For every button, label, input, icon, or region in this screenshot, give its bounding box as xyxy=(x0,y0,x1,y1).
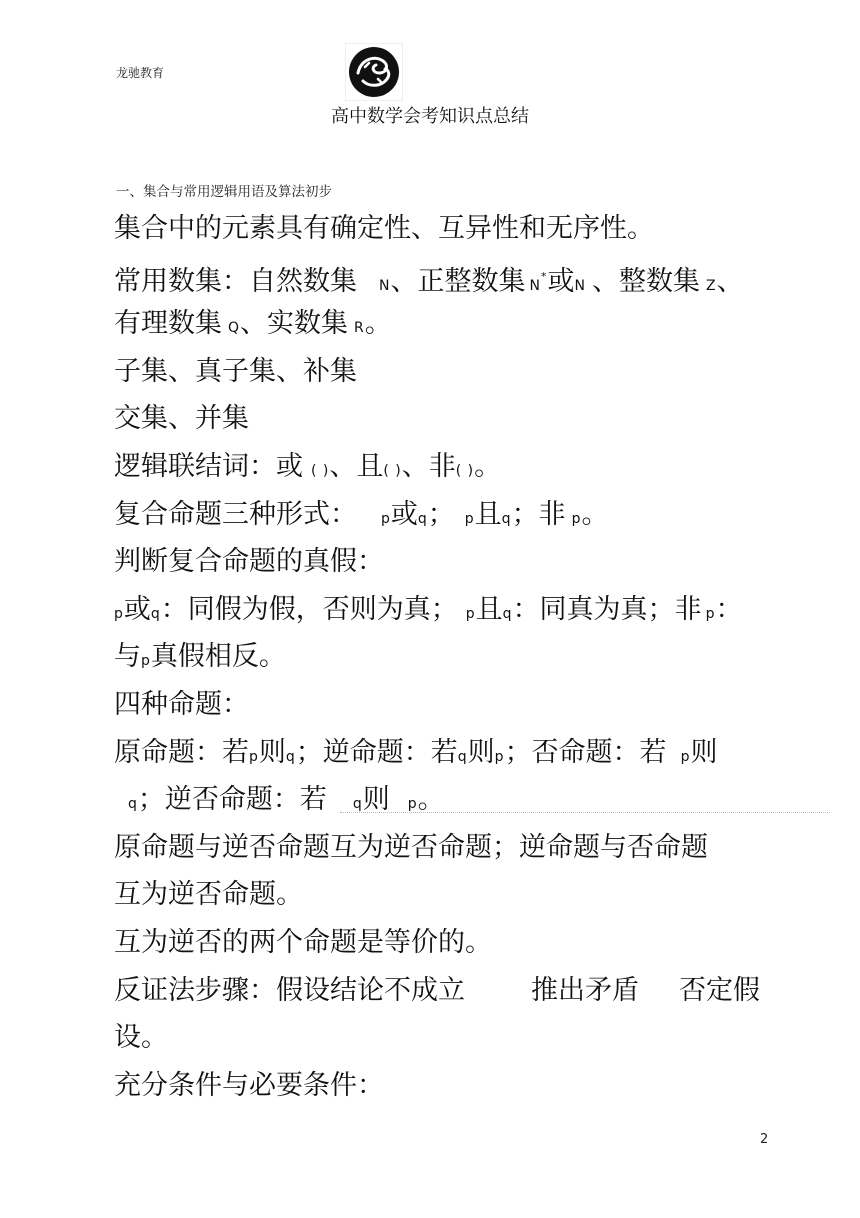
section-heading: 一、集合与常用逻辑用语及算法初步 xyxy=(116,184,332,200)
variable: p xyxy=(407,796,418,813)
parentheses: ( ) xyxy=(311,462,330,479)
text-run: ：同真为真；非 xyxy=(512,593,702,625)
variable: p xyxy=(680,748,691,765)
text-run: 则 xyxy=(690,736,718,768)
content-body xyxy=(114,205,834,1109)
text-line xyxy=(114,586,834,634)
text-run: ；逆否命题：若 xyxy=(137,784,327,816)
set-symbol: R xyxy=(354,320,365,337)
text-run: 、整数集 xyxy=(591,265,700,297)
variable: p xyxy=(465,605,476,622)
text-line: 四种命题： xyxy=(114,688,249,720)
text-run: 、正整数集 xyxy=(390,265,526,297)
variable: p xyxy=(464,510,475,527)
set-symbol: N xyxy=(529,277,541,294)
variable: p xyxy=(705,605,716,622)
variable: p xyxy=(571,510,582,527)
text-run: 且 xyxy=(474,498,502,530)
dragon-logo-icon xyxy=(345,43,403,101)
document-title: 高中数学会考知识点总结 xyxy=(331,106,529,127)
text-run: 且 xyxy=(475,593,503,625)
brand-name: 龙驰教育 xyxy=(116,66,165,80)
text-run: 、实数集 xyxy=(240,308,349,340)
text-line: 交集、并集 xyxy=(114,403,249,435)
text-run: 有理数集 xyxy=(114,308,222,340)
set-symbol: N xyxy=(574,277,586,294)
set-symbol: Z xyxy=(705,277,717,294)
text-line: 设。 xyxy=(114,1022,168,1054)
text-run: ： xyxy=(715,593,743,625)
text-run: ； xyxy=(427,498,455,530)
text-line: 充分条件与必要条件： xyxy=(114,1069,384,1101)
variable: q xyxy=(285,748,296,765)
text-run: 则 xyxy=(258,736,286,768)
text-run: 反证法步骤：假设结论不成立 xyxy=(114,974,465,1006)
text-line: 原命题与逆否命题互为逆否命题；逆命题与否命题 xyxy=(114,831,708,863)
parentheses: ( ) xyxy=(383,462,402,479)
text-run: 则 xyxy=(362,784,390,816)
variable: q xyxy=(128,796,138,813)
text-run: 或 xyxy=(123,593,151,625)
text-run: 逻辑联结词：或 xyxy=(114,450,303,482)
superscript: * xyxy=(540,269,548,283)
set-symbol: N xyxy=(379,277,391,294)
text-run: 、且 xyxy=(329,450,384,482)
text-run: 、非 xyxy=(401,450,456,482)
dotted-divider xyxy=(340,812,830,813)
text-line: 子集、真子集、补集 xyxy=(114,355,357,387)
text-line xyxy=(114,491,834,539)
text-run: 原命题：若 xyxy=(114,736,249,768)
text-run: 或 xyxy=(547,265,575,297)
variable: q xyxy=(457,748,468,765)
text-run: 或 xyxy=(390,498,418,530)
text-run: 。 xyxy=(474,450,502,482)
text-line xyxy=(114,776,834,824)
text-line: 集合中的元素具有确定性、互异性和无序性。 xyxy=(114,213,654,244)
text-line: 互为逆否命题。 xyxy=(114,879,303,911)
text-run: ；否命题：若 xyxy=(504,736,667,768)
text-line xyxy=(114,967,834,1015)
variable: p xyxy=(249,748,259,765)
text-line xyxy=(114,253,834,301)
parentheses: ( ) xyxy=(455,462,475,479)
page-number: 2 xyxy=(760,1132,769,1147)
variable: q xyxy=(417,510,428,527)
variable: q xyxy=(352,796,363,813)
text-run: 否定假 xyxy=(679,974,760,1006)
text-line: 互为逆否的两个命题是等价的。 xyxy=(114,926,492,958)
variable: q xyxy=(150,605,161,622)
text-run: 则 xyxy=(467,736,495,768)
text-line: 判断复合命题的真假： xyxy=(114,546,384,578)
variable: p xyxy=(114,605,124,622)
text-run: 真假相反。 xyxy=(150,641,286,673)
variable: q xyxy=(502,605,513,622)
variable: q xyxy=(501,510,512,527)
variable: p xyxy=(141,653,151,670)
text-run: 常用数集：自然数集 xyxy=(114,265,357,297)
variable: p xyxy=(494,748,505,765)
text-run: ；逆命题：若 xyxy=(295,736,458,768)
text-run: 推出矛盾 xyxy=(531,974,639,1006)
set-symbol: Q xyxy=(228,320,241,337)
text-line xyxy=(114,300,834,348)
text-run: 与 xyxy=(114,641,141,673)
text-run: 复合命题三种形式： xyxy=(114,498,357,530)
text-run: ；非 xyxy=(511,498,566,530)
text-line xyxy=(114,729,834,777)
text-run: 。 xyxy=(417,784,445,816)
text-run: 。 xyxy=(581,498,609,530)
text-run: 。 xyxy=(364,308,392,340)
variable: p xyxy=(381,510,391,527)
text-line xyxy=(114,443,834,491)
text-run: ：同假为假，否则为真； xyxy=(160,593,458,625)
text-run: 、 xyxy=(716,265,744,297)
text-line xyxy=(114,633,834,681)
